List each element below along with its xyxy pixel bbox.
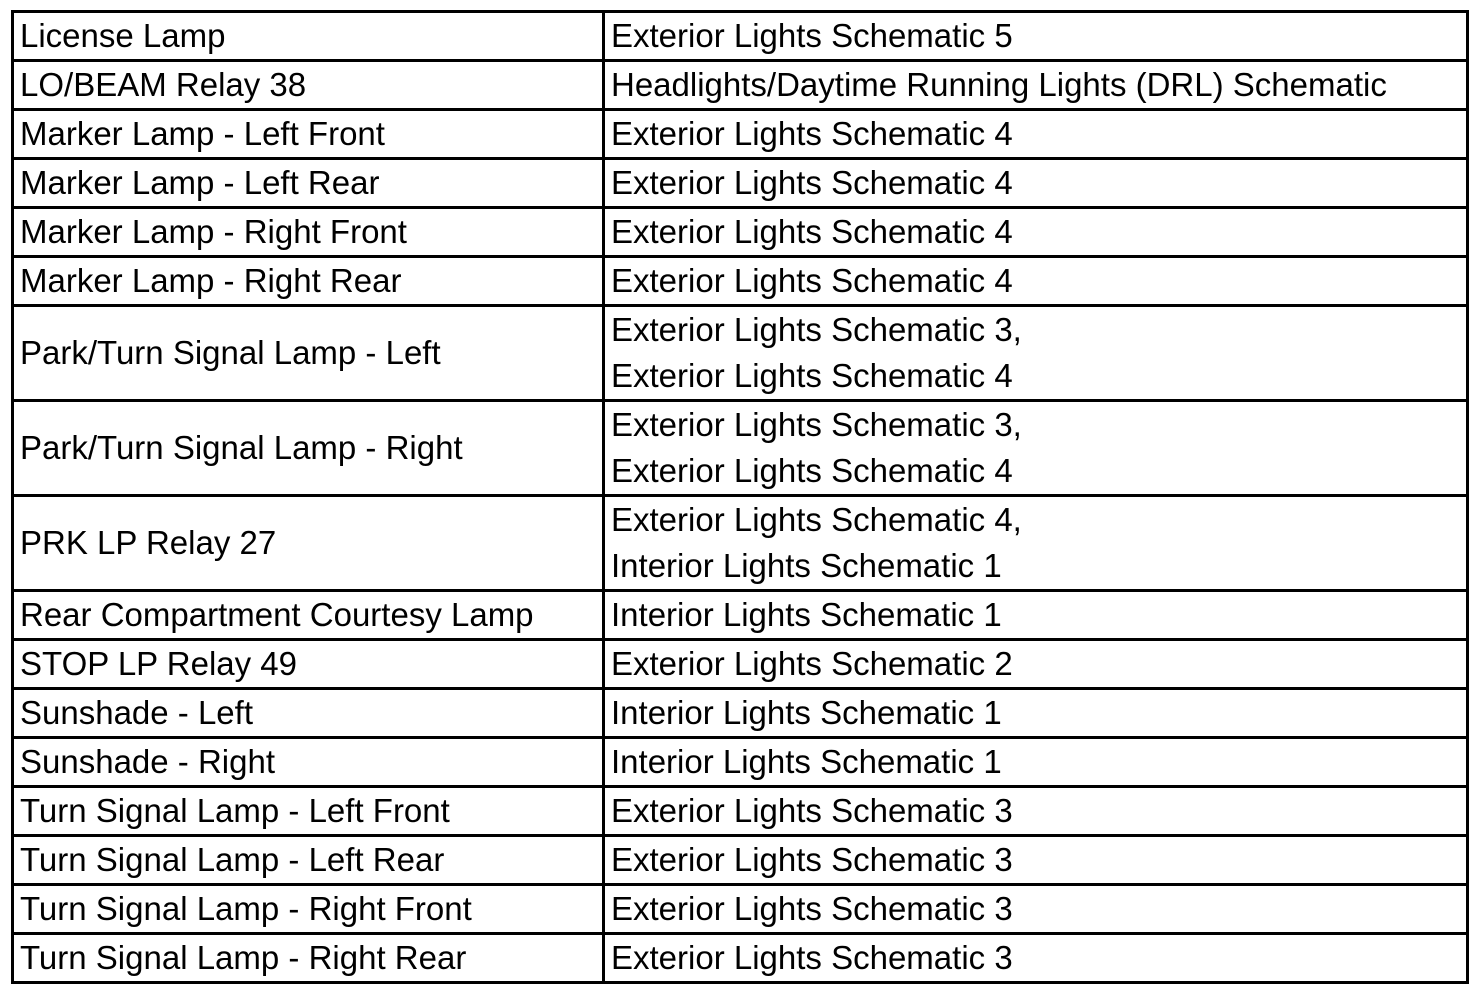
schematic-reference-line: Exterior Lights Schematic 3 (611, 841, 1013, 878)
component-location-table (11, 10, 1469, 984)
schematic-reference-cell (604, 208, 1468, 257)
table-row (13, 787, 1468, 836)
schematic-reference-cell (604, 496, 1468, 591)
schematic-reference-cell (604, 885, 1468, 934)
schematic-reference-cell (604, 12, 1468, 61)
schematic-reference-cell (604, 61, 1468, 110)
table-row (13, 306, 1468, 401)
component-name-cell: Marker Lamp - Left Front (13, 110, 604, 159)
component-name-cell: Turn Signal Lamp - Right Front (13, 885, 604, 934)
schematic-reference-cell (604, 787, 1468, 836)
component-name-cell: Marker Lamp - Right Rear (13, 257, 604, 306)
schematic-reference-cell (604, 640, 1468, 689)
table-body (13, 12, 1468, 983)
table-row (13, 934, 1468, 983)
schematic-reference-cell (604, 689, 1468, 738)
schematic-reference-line: Exterior Lights Schematic 4 (611, 452, 1013, 489)
schematic-reference-cell (604, 401, 1468, 496)
component-name-cell: Sunshade - Left (13, 689, 604, 738)
table-row (13, 689, 1468, 738)
component-name-cell: Marker Lamp - Left Rear (13, 159, 604, 208)
table-row (13, 257, 1468, 306)
component-name-cell: Marker Lamp - Right Front (13, 208, 604, 257)
schematic-reference-line: Exterior Lights Schematic 3 (611, 890, 1013, 927)
table-row (13, 159, 1468, 208)
schematic-reference-line: Exterior Lights Schematic 4 (611, 357, 1013, 394)
schematic-reference-cell (604, 159, 1468, 208)
table-row (13, 208, 1468, 257)
schematic-reference-line: Exterior Lights Schematic 4, (611, 501, 1022, 538)
table-row (13, 640, 1468, 689)
table-row (13, 738, 1468, 787)
schematic-reference-cell (604, 836, 1468, 885)
schematic-reference-line: Interior Lights Schematic 1 (611, 694, 1002, 731)
table-row (13, 61, 1468, 110)
schematic-reference-cell (604, 934, 1468, 983)
table-row (13, 401, 1468, 496)
schematic-reference-line: Exterior Lights Schematic 3 (611, 792, 1013, 829)
schematic-reference-line: Interior Lights Schematic 1 (611, 547, 1002, 584)
component-name-cell: Turn Signal Lamp - Right Rear (13, 934, 604, 983)
schematic-reference-line: Exterior Lights Schematic 4 (611, 115, 1013, 152)
schematic-reference-line: Interior Lights Schematic 1 (611, 743, 1002, 780)
schematic-reference-line: Interior Lights Schematic 1 (611, 596, 1002, 633)
schematic-reference-line: Headlights/Daytime Running Lights (DRL) Schematic (611, 66, 1387, 103)
table-row (13, 496, 1468, 591)
schematic-reference-line: Exterior Lights Schematic 4 (611, 164, 1013, 201)
schematic-reference-line: Exterior Lights Schematic 4 (611, 262, 1013, 299)
component-name-cell: Sunshade - Right (13, 738, 604, 787)
schematic-reference-line: Exterior Lights Schematic 2 (611, 645, 1013, 682)
component-name-cell: Park/Turn Signal Lamp - Left (13, 306, 604, 401)
schematic-reference-cell (604, 110, 1468, 159)
schematic-reference-line: Exterior Lights Schematic 3, (611, 311, 1022, 348)
table-row (13, 836, 1468, 885)
component-name-cell: Park/Turn Signal Lamp - Right (13, 401, 604, 496)
table-row (13, 12, 1468, 61)
schematic-reference-line: Exterior Lights Schematic 3 (611, 939, 1013, 976)
component-name-cell: Turn Signal Lamp - Left Rear (13, 836, 604, 885)
schematic-reference-cell (604, 591, 1468, 640)
table-row (13, 885, 1468, 934)
schematic-reference-cell (604, 306, 1468, 401)
table-row (13, 591, 1468, 640)
schematic-reference-cell (604, 257, 1468, 306)
schematic-reference-cell (604, 738, 1468, 787)
component-name-cell: STOP LP Relay 49 (13, 640, 604, 689)
schematic-reference-line: Exterior Lights Schematic 5 (611, 17, 1013, 54)
component-name-cell: PRK LP Relay 27 (13, 496, 604, 591)
schematic-reference-line: Exterior Lights Schematic 4 (611, 213, 1013, 250)
table-row (13, 110, 1468, 159)
component-name-cell: License Lamp (13, 12, 604, 61)
component-name-cell: LO/BEAM Relay 38 (13, 61, 604, 110)
component-name-cell: Turn Signal Lamp - Left Front (13, 787, 604, 836)
component-name-cell: Rear Compartment Courtesy Lamp (13, 591, 604, 640)
schematic-reference-line: Exterior Lights Schematic 3, (611, 406, 1022, 443)
